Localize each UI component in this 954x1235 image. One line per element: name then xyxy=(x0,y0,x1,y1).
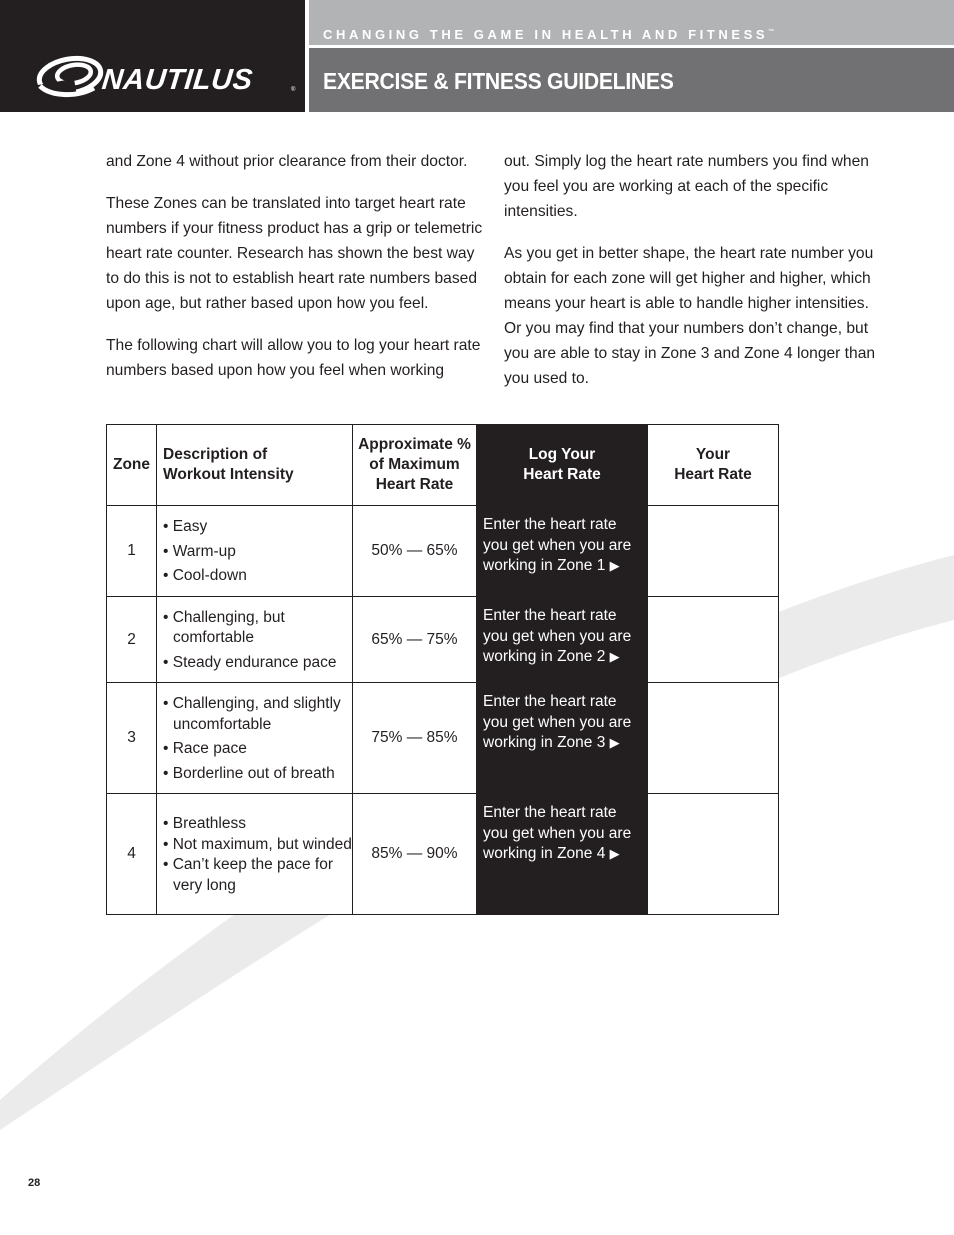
heart-rate-range: 50% — 65% xyxy=(353,506,477,597)
header-text: Approximate % xyxy=(358,436,471,453)
page-number: 28 xyxy=(28,1177,41,1189)
header-text: Your xyxy=(695,446,731,463)
log-text: you get when you are xyxy=(483,536,632,554)
heart-rate-range: 85% — 90% xyxy=(353,794,477,915)
list-item: • Not maximum, but winded xyxy=(163,835,352,853)
intensity-description xyxy=(157,506,353,597)
table-row xyxy=(107,506,779,597)
heart-rate-range: 65% — 75% xyxy=(353,597,477,683)
list-item: • Challenging, but comfortable xyxy=(163,608,285,647)
arrow-right-icon: ▶ xyxy=(609,558,620,573)
log-text: Enter the heart rate xyxy=(483,607,617,624)
table-row xyxy=(107,597,779,683)
log-text: Enter the heart rate xyxy=(483,693,617,710)
tagline xyxy=(323,27,774,42)
brand-name: NAUTILUS xyxy=(100,64,255,96)
header-text: Log Your xyxy=(528,446,596,463)
intensity-description xyxy=(157,794,353,915)
header-text: Workout Intensity xyxy=(163,466,294,483)
header-text: of Maximum xyxy=(369,456,460,473)
log-text: you get when you are xyxy=(483,824,632,842)
list-item: • Warm-up xyxy=(163,542,236,560)
zone-number: 2 xyxy=(107,597,157,683)
tagline-text: CHANGING THE GAME IN HEALTH AND FITNESS xyxy=(323,27,769,42)
log-text: working in Zone 3 xyxy=(483,734,610,751)
title-bar xyxy=(309,48,954,112)
your-heart-rate-entry[interactable] xyxy=(648,683,779,794)
header-approximate-percent xyxy=(353,425,477,506)
list-item: • Challenging, and slightly uncomfortable xyxy=(163,695,341,733)
log-text: working in Zone 1 xyxy=(483,557,610,574)
header-your-heart-rate xyxy=(648,425,779,506)
header-zone: Zone xyxy=(107,425,157,506)
log-instruction xyxy=(477,506,648,597)
log-text: you get when you are xyxy=(483,713,632,731)
zone-number: 3 xyxy=(107,683,157,794)
list-item: • Can’t keep the pace for very long xyxy=(163,856,334,894)
right-column xyxy=(504,149,884,408)
table-row xyxy=(107,794,779,915)
log-text: working in Zone 4 xyxy=(483,845,610,862)
page-title: EXERCISE & FITNESS GUIDELINES xyxy=(323,68,674,94)
brand-logo xyxy=(0,0,305,112)
log-instruction xyxy=(477,597,648,683)
header-text: Heart Rate xyxy=(523,466,601,483)
zone-number: 4 xyxy=(107,794,157,915)
page-header xyxy=(0,0,954,112)
logo-registered-mark: ® xyxy=(291,87,296,93)
header-log-heart-rate xyxy=(477,425,648,506)
log-instruction xyxy=(477,794,648,915)
arrow-right-icon: ▶ xyxy=(609,735,620,750)
log-text: working in Zone 2 xyxy=(483,648,610,665)
nautilus-swirl-icon xyxy=(36,52,106,102)
list-item: • Borderline out of breath xyxy=(163,764,335,782)
arrow-right-icon: ▶ xyxy=(609,846,620,861)
logo-trademark: ™ xyxy=(86,88,91,94)
list-item: • Race pace xyxy=(163,740,247,757)
header-text: Heart Rate xyxy=(674,466,752,483)
heart-rate-range: 75% — 85% xyxy=(353,683,477,794)
tagline-bar xyxy=(309,0,954,45)
your-heart-rate-entry[interactable] xyxy=(648,506,779,597)
list-item: • Cool-down xyxy=(163,567,247,585)
arrow-right-icon: ▶ xyxy=(609,649,620,664)
paragraph: out. Simply log the heart rate numbers you find when you feel you are working at each of the specific intensities. xyxy=(504,153,869,220)
log-text: Enter the heart rate xyxy=(483,516,617,533)
table-row xyxy=(107,683,779,794)
list-item: • Breathless xyxy=(163,815,246,832)
log-instruction xyxy=(477,683,648,794)
paragraph: The following chart will allow you to log your heart rate numbers based upon how you feel when working xyxy=(106,337,481,379)
header-text: Description of xyxy=(163,446,268,463)
table-header-row xyxy=(107,425,779,506)
intensity-description xyxy=(157,683,353,794)
header-description xyxy=(157,425,353,506)
header-text: Heart Rate xyxy=(375,476,454,493)
your-heart-rate-entry[interactable] xyxy=(648,597,779,683)
zone-number: 1 xyxy=(107,506,157,597)
your-heart-rate-entry[interactable] xyxy=(648,794,779,915)
paragraph: These Zones can be translated into target heart rate numbers if your fitness product has a grip or telemetric heart rate counter. Research has shown the best way to do this is not to establish heart rate numbers based upon age, but rather based upon how you feel. xyxy=(106,195,483,312)
tagline-trademark: ™ xyxy=(768,29,775,35)
paragraph: As you get in better shape, the heart rate number you obtain for each zone will get higher and higher, which means your heart is able to handle higher intensities. Or you may find that your numbers don’t change, but you are able to stay in Zone 3 and Zone 4 longer than you used to. xyxy=(504,245,876,387)
log-text: you get when you are xyxy=(483,627,632,645)
paragraph: and Zone 4 without prior clearance from their doctor. xyxy=(106,153,468,170)
log-text: Enter the heart rate xyxy=(483,804,617,821)
list-item: • Steady endurance pace xyxy=(163,653,337,671)
heart-rate-zone-table xyxy=(106,424,779,915)
left-column xyxy=(106,149,486,400)
list-item: • Easy xyxy=(163,518,208,536)
intensity-description xyxy=(157,597,353,683)
